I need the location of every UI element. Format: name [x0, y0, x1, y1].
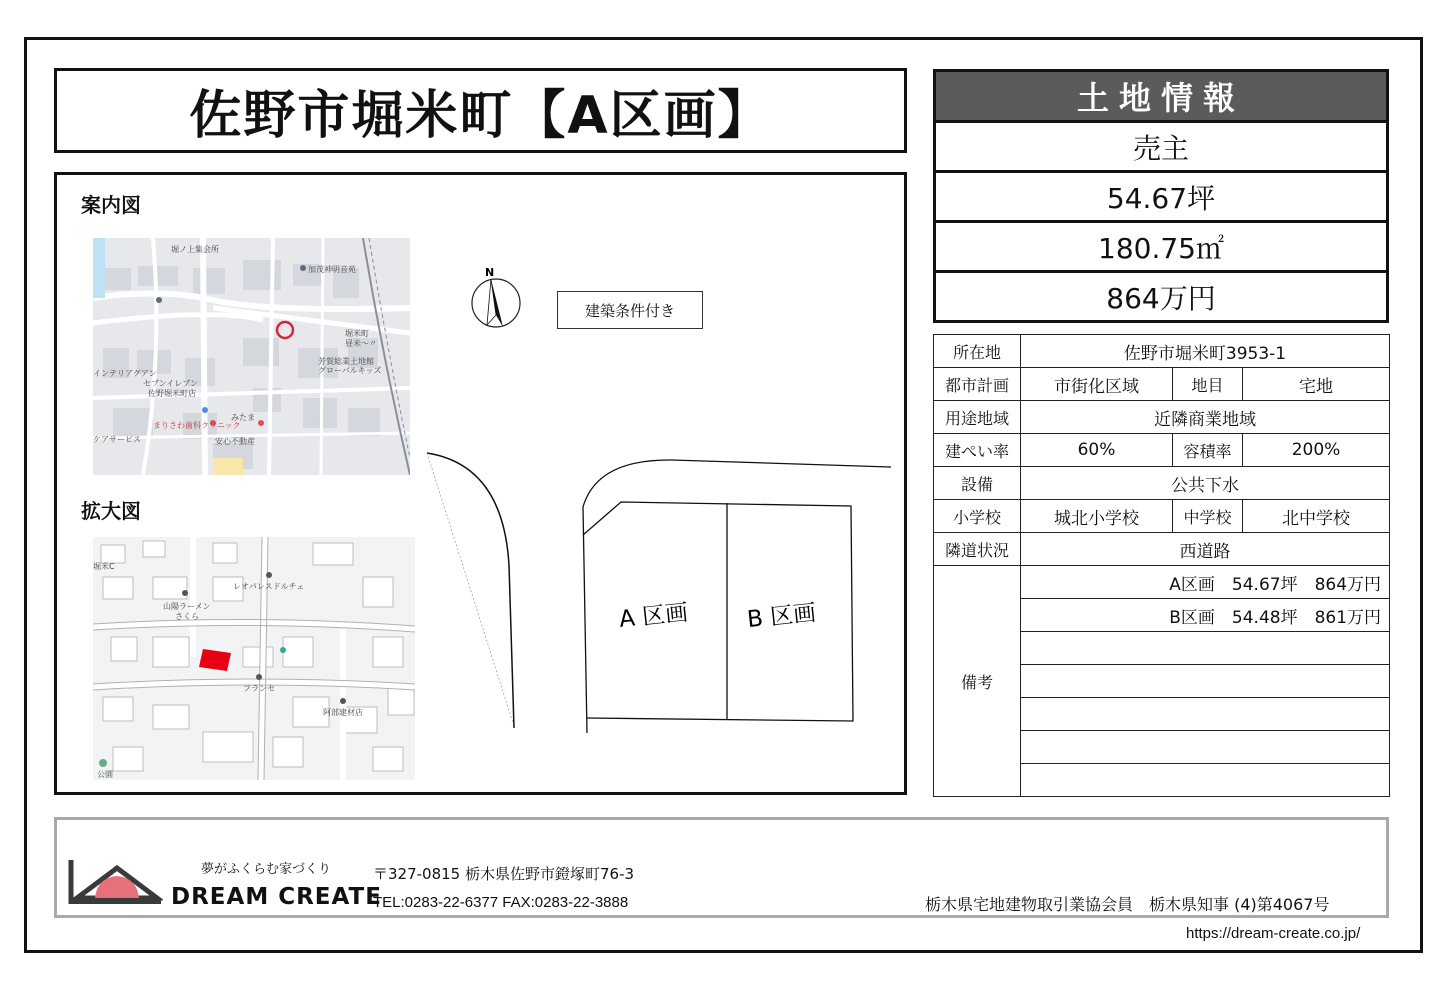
table-row — [934, 401, 1390, 434]
facilities-label: 設備 — [934, 467, 1021, 500]
land-info-header — [933, 69, 1389, 123]
land-type-label: 地目 — [1173, 368, 1243, 401]
page-title: 佐野市堀米町【A区画】 — [189, 86, 772, 146]
zoom-poi-6: 公園 — [97, 770, 113, 779]
sqm-row — [933, 223, 1389, 273]
footer-slogan: 夢がふくらむ家づくり — [201, 862, 332, 877]
zoom-map — [93, 537, 415, 780]
zoom-map-label: 拡大図 — [81, 499, 141, 523]
price-value: 864万円 — [1106, 281, 1216, 315]
zoning-value: 近隣商業地域 — [1021, 401, 1390, 434]
far-label: 容積率 — [1173, 434, 1243, 467]
junior-value: 北中学校 — [1243, 500, 1390, 533]
spec-table — [933, 334, 1390, 797]
table-row — [934, 566, 1390, 599]
table-row — [934, 368, 1390, 401]
note-line — [1021, 731, 1390, 764]
map-panel — [54, 172, 907, 795]
zoom-poi-7: 堀米C — [93, 562, 115, 571]
guide-poi-11: ケアサービス — [93, 435, 141, 444]
location-value: 佐野市堀米町3953-1 — [1021, 335, 1390, 368]
lot-plan-diagram — [417, 445, 907, 795]
guide-poi-4: グローバルキッズ — [318, 366, 382, 375]
road-value: 西道路 — [1021, 533, 1390, 566]
road-label: 隣道状況 — [934, 533, 1021, 566]
seller-row — [933, 123, 1389, 173]
table-row — [934, 434, 1390, 467]
land-type-value: 宅地 — [1243, 368, 1390, 401]
guide-poi-10: インテリアグアン — [93, 369, 157, 378]
guide-poi-13: 堀米町 — [345, 329, 369, 338]
footer-brand: DREAM CREATE — [171, 884, 382, 910]
guide-poi-2: 加茂神明音苑 — [308, 265, 356, 274]
zoning-label: 用途地域 — [934, 401, 1021, 434]
note-line — [1021, 764, 1390, 797]
bcr-label: 建ぺい率 — [934, 434, 1021, 467]
location-label: 所在地 — [934, 335, 1021, 368]
zoom-poi-3: さくら — [175, 612, 199, 621]
footer-address: 〒327-0815 栃木県佐野市鐙塚町76-3 — [373, 865, 635, 883]
building-condition-label: 建築条件付き — [557, 291, 703, 329]
footer — [54, 817, 1389, 918]
zoom-poi-2: 山陽ラーメン — [163, 602, 211, 611]
plot-b-label: B 区画 — [745, 600, 818, 634]
guide-poi-1: 堀ノ上集会所 — [171, 245, 219, 254]
guide-poi-3: 芳賀総業土地館 — [318, 357, 374, 366]
guide-poi-7: まりさわ歯科クリニック — [153, 421, 241, 430]
seller-value: 売主 — [1132, 131, 1189, 165]
facilities-value: 公共下水 — [1021, 467, 1390, 500]
zoom-map-graphic — [93, 537, 415, 780]
table-row — [934, 533, 1390, 566]
bcr-value: 60% — [1021, 434, 1173, 467]
far-value: 200% — [1243, 434, 1390, 467]
guide-poi-9: 安心不動産 — [215, 437, 255, 446]
guide-poi-12: 昼米〜〃 — [345, 339, 377, 348]
website-url[interactable]: https://dream-create.co.jp/ — [1186, 925, 1361, 942]
north-arrow-icon — [467, 263, 527, 335]
footer-tel-fax: TEL:0283-22-6377 FAX:0283-22-3888 — [373, 894, 629, 911]
table-row — [934, 335, 1390, 368]
city-plan-value: 市街化区域 — [1021, 368, 1173, 401]
note-line: B区画 54.48坪 861万円 — [1021, 599, 1390, 632]
footer-license: 栃木県宅地建物取引業協会員 栃木県知事 (4)第4067号 — [925, 895, 1330, 914]
city-plan-label: 都市計画 — [934, 368, 1021, 401]
plot-a-label: A 区画 — [617, 599, 690, 633]
guide-map-label: 案内図 — [81, 193, 141, 217]
title-box — [54, 68, 907, 153]
land-info-title: 土地情報 — [1076, 79, 1245, 117]
zoom-poi-4: フランセ — [243, 684, 275, 693]
guide-map — [93, 238, 410, 475]
guide-poi-5: セブンイレブン — [143, 379, 198, 388]
notes-label: 備考 — [934, 566, 1021, 797]
table-row — [934, 467, 1390, 500]
table-row — [934, 500, 1390, 533]
note-line — [1021, 665, 1390, 698]
zoom-poi-1: レオパレスドルチェ — [233, 582, 305, 591]
house-logo-icon — [67, 854, 163, 910]
guide-poi-6: 佐野堀米町店 — [148, 389, 196, 398]
elementary-value: 城北小学校 — [1021, 500, 1173, 533]
note-line — [1021, 632, 1390, 665]
note-line: A区画 54.67坪 864万円 — [1021, 566, 1390, 599]
sqm-value: 180.75㎡ — [1098, 231, 1224, 265]
guide-poi-8: みたま — [231, 413, 255, 422]
elementary-label: 小学校 — [934, 500, 1021, 533]
price-row — [933, 273, 1389, 323]
junior-label: 中学校 — [1173, 500, 1243, 533]
tsubo-row — [933, 173, 1389, 223]
note-line — [1021, 698, 1390, 731]
tsubo-value: 54.67坪 — [1106, 181, 1216, 215]
zoom-poi-5: 阿部建材店 — [323, 708, 363, 717]
north-label: N — [485, 266, 495, 279]
